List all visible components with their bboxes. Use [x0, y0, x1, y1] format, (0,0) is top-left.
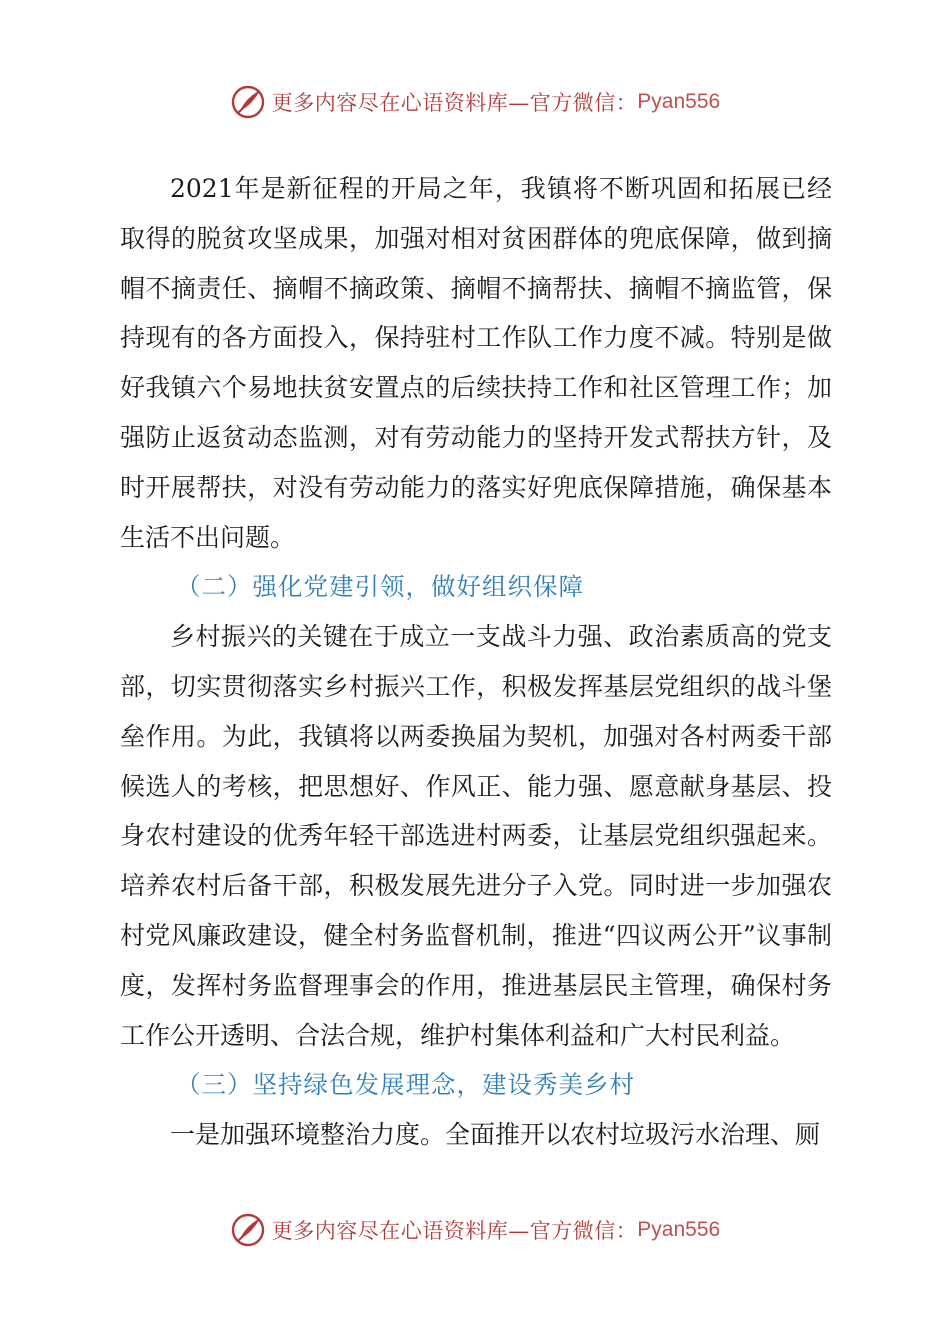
paragraph: 一是加强环境整治力度。全面推开以农村垃圾污水治理、厕	[170, 1120, 821, 1150]
banner-text: 更多内容尽在心语资料库—官方微信：	[271, 1219, 638, 1243]
document-body	[120, 164, 832, 1160]
footer-banner	[0, 1210, 950, 1250]
pen-feather-logo-icon	[230, 1212, 266, 1248]
paragraph: 乡村振兴的关键在于成立一支战斗力强、政治素质高的党支部，切实贯彻落实乡村振兴工作，积极发挥基层党组织的战斗堡垒作用。为此，我镇将以两委换届为契机，加强对各村两委干部候选人的考核，把思想好、作风正、能力强、愿意献身基层、投身农村建设的优秀年轻干部选进村两委，让基层党组织强起来。培养农村后备干部，积极发展先进分子入党。同时进一步加强农村党风廉政建设，健全村务监督机制，推进“四议两公开”议事制度，发挥村务监督理事会的作用，推进基层民主管理，确保村务工作公开透明、合法合规，维护村集体利益和广大村民利益。	[120, 622, 832, 1050]
pen-feather-logo-icon	[230, 84, 266, 120]
header-banner	[0, 82, 950, 122]
section-heading: （二）强化党建引领，做好组织保障	[176, 572, 584, 602]
paragraph: 2021年是新征程的开局之年，我镇将不断巩固和拓展已经取得的脱贫攻坚成果，加强对相对贫困群体的兜底保障，做到摘帽不摘责任、摘帽不摘政策、摘帽不摘帮扶、摘帽不摘监管，保持现有的各方面投入，保持驻村工作队工作力度不减。特别是做好我镇六个易地扶贫安置点的后续扶持工作和社区管理工作；加强防止返贫动态监测，对有劳动能力的坚持开发式帮扶方针，及时开展帮扶，对没有劳动能力的落实好兜底保障措施，确保基本生活不出问题。	[120, 174, 832, 552]
banner-wechat-id: Pyan556	[637, 1218, 721, 1241]
banner-text: 更多内容尽在心语资料库—官方微信：	[271, 91, 638, 115]
banner-wechat-id: Pyan556	[637, 90, 721, 113]
section-heading: （三）坚持绿色发展理念，建设秀美乡村	[176, 1070, 635, 1100]
